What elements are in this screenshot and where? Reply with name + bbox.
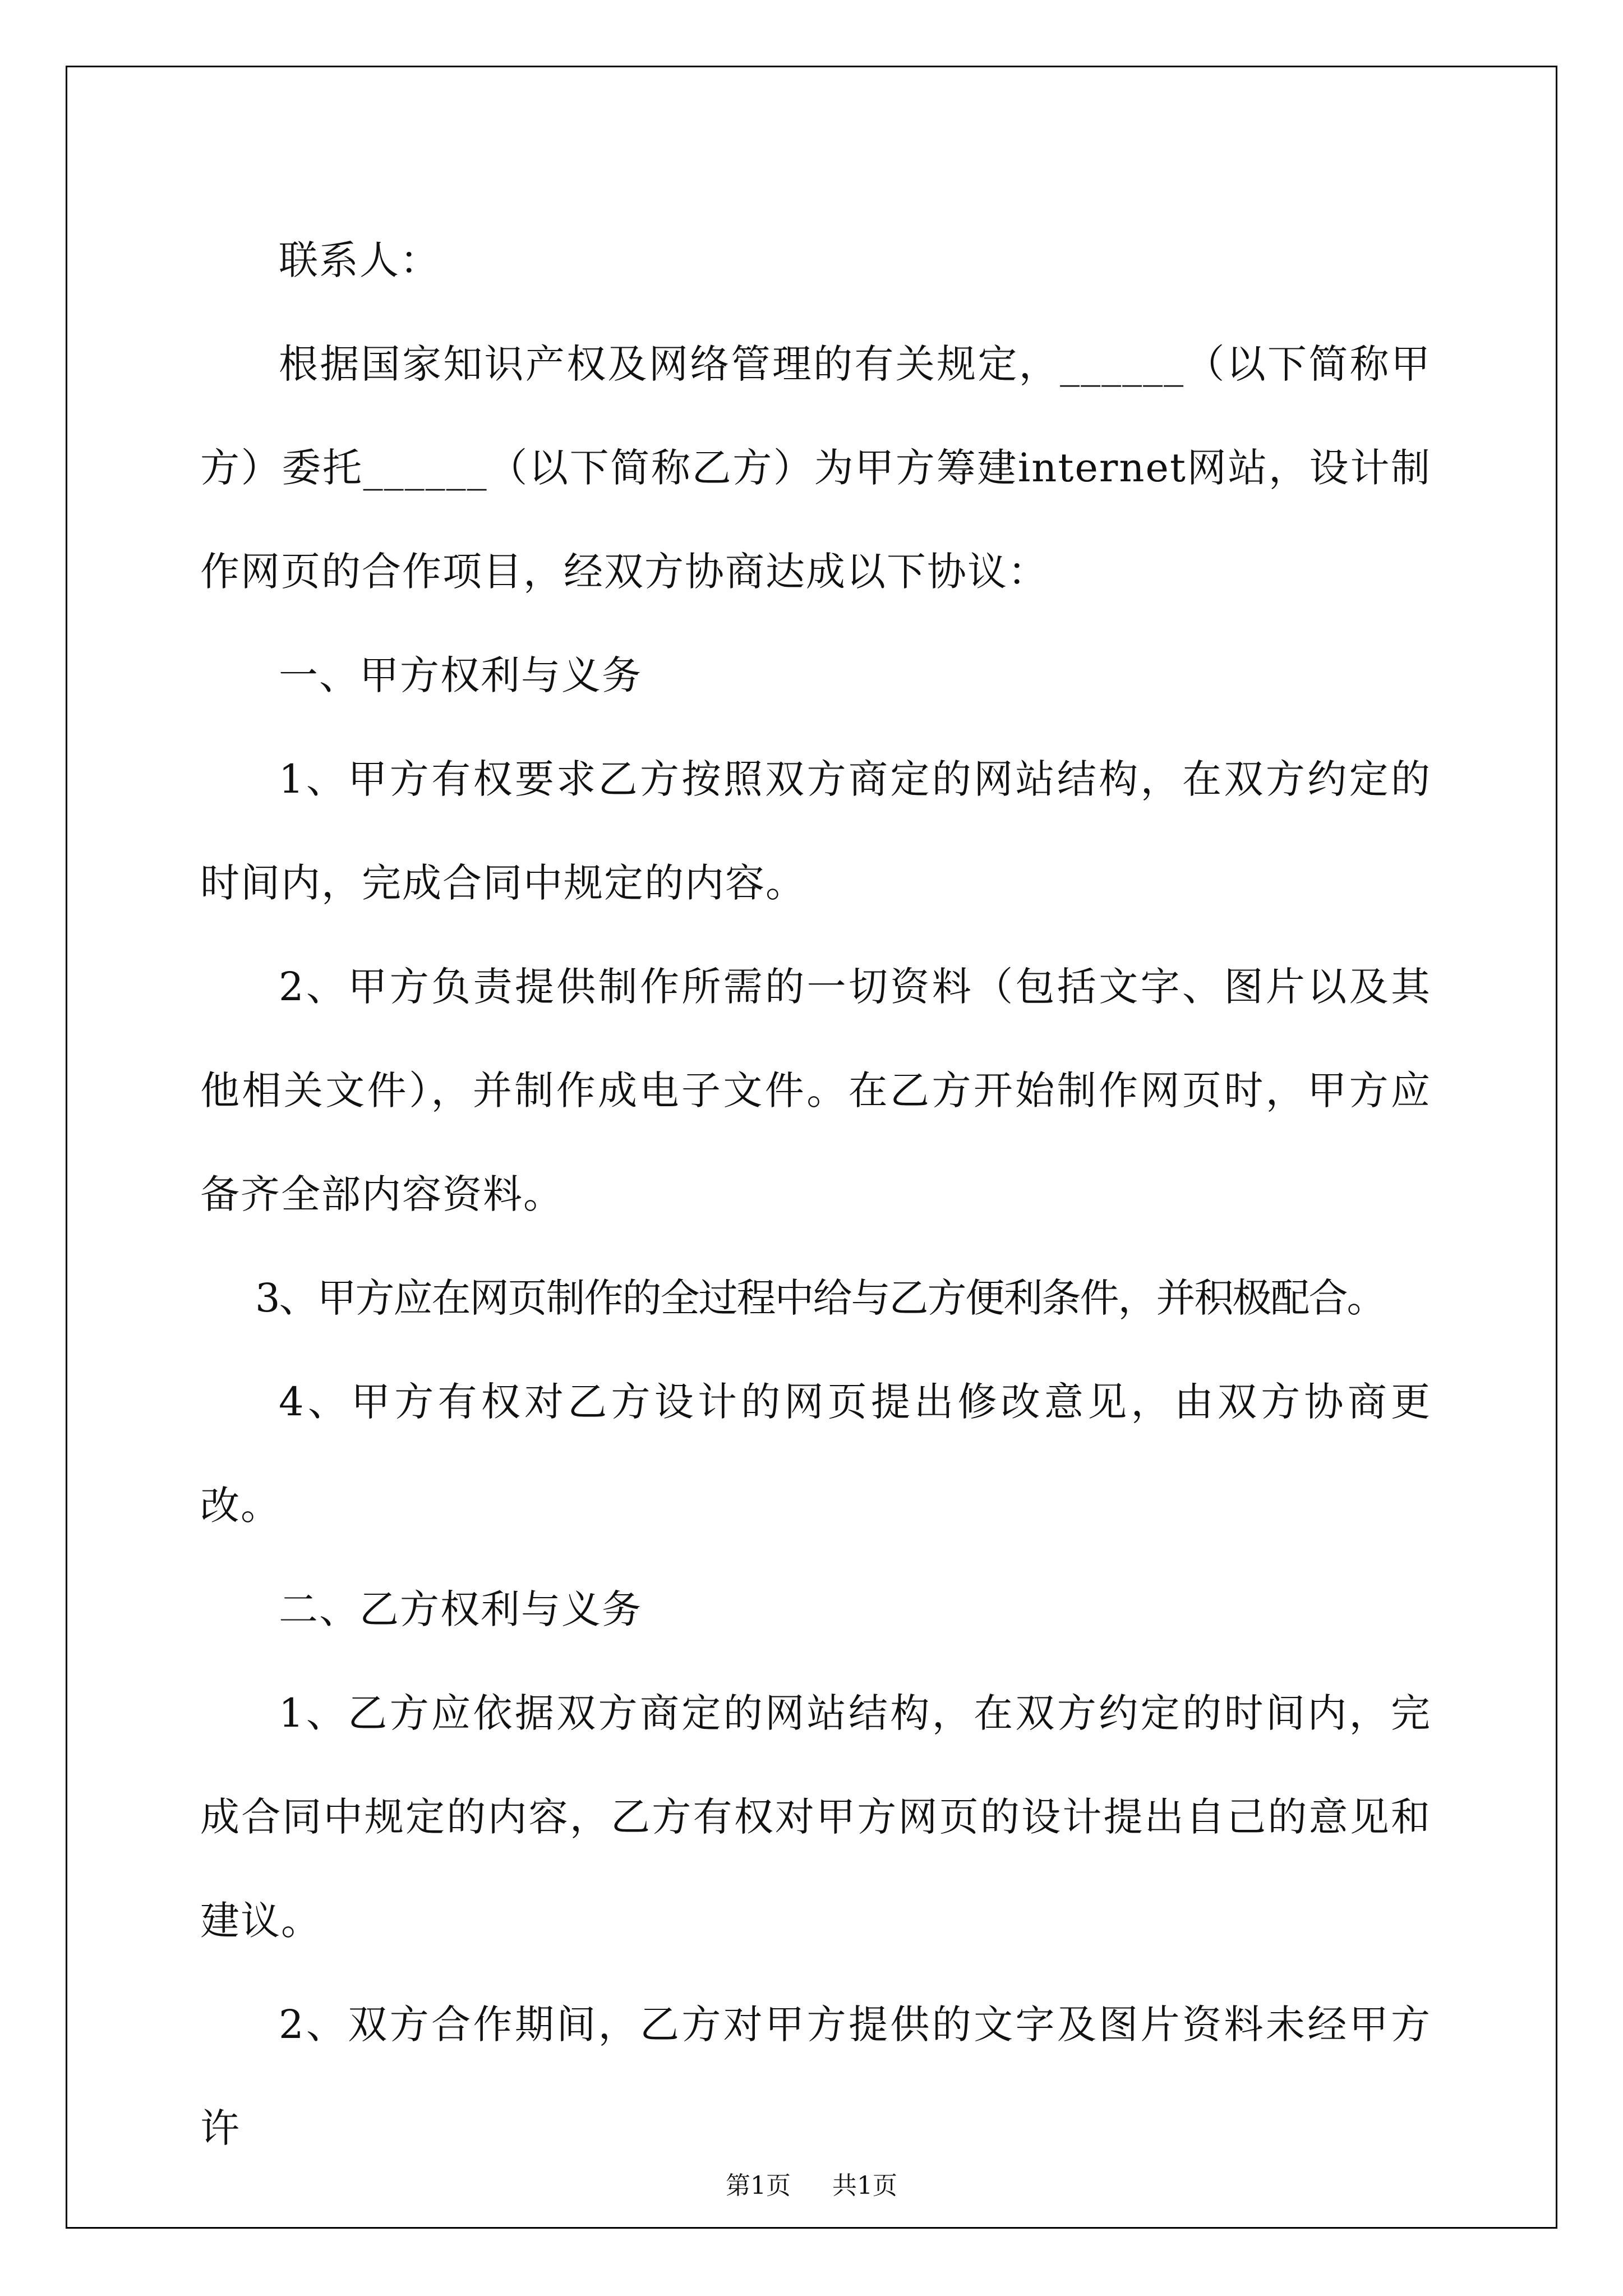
page-number-current: 第1页 [726,2171,791,2200]
section-heading-party-b: 二、乙方权利与义务 [279,1586,642,1632]
section-heading-party-a: 一、甲方权利与义务 [279,652,642,698]
clause-a-3: 3、甲方应在网页制作的全过程中给与乙方便利条件，并积极配合。 [255,1275,1385,1321]
paragraph-preamble: 根据国家知识产权及网络管理的有关规定，______（以下简称甲方）委托______（以下简称乙方）为甲方筹建internet网站，设计制作网页的合作项目，经双方协商达成以下协议： [200,341,1431,595]
page-number-total: 共1页 [832,2171,897,2200]
document-body [200,209,1431,2180]
page-footer [0,2165,1623,2201]
clause-b-1: 1、乙方应依据双方商定的网站结构，在双方约定的时间内，完成合同中规定的内容，乙方有权对甲方网页的设计提出自己的意见和建议。 [200,1690,1431,1944]
clause-a-1: 1、甲方有权要求乙方按照双方商定的网站结构，在双方约定的时间内，完成合同中规定的内容。 [200,756,1431,906]
clause-a-4: 4、甲方有权对乙方设计的网页提出修改意见，由双方协商更改。 [200,1379,1431,1529]
clause-a-2: 2、甲方负责提供制作所需的一切资料（包括文字、图片以及其他相关文件），并制作成电子文件。在乙方开始制作网页时，甲方应备齐全部内容资料。 [200,964,1431,1217]
clause-b-2: 2、双方合作期间，乙方对甲方提供的文字及图片资料未经甲方许 [200,2001,1431,2151]
paragraph-contact: 联系人： [279,237,440,283]
